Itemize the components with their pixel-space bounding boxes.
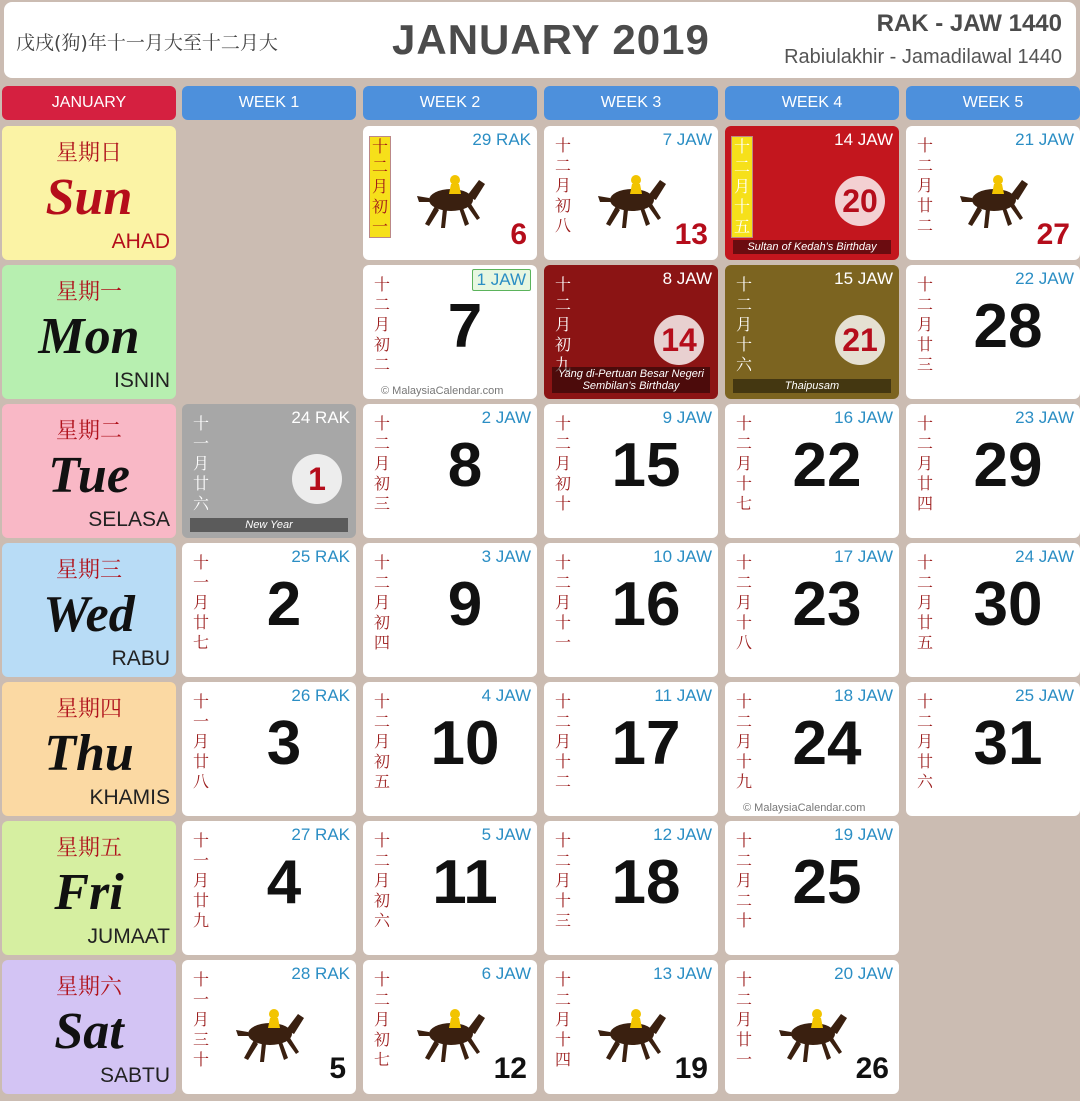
day-english-label: Thu: [44, 725, 134, 782]
calendar-day-cell[interactable]: [906, 543, 1080, 677]
day-english-label: Fri: [54, 864, 124, 921]
date-number: 6: [510, 218, 527, 251]
date-number: 8: [447, 431, 483, 500]
lunar-date-label: 十二月廿一: [735, 970, 752, 1069]
week-bar-1: WEEK 1: [182, 86, 356, 120]
hijri-date-label: 9 JAW: [662, 408, 712, 427]
day-header-sun: [2, 126, 176, 260]
day-chinese-label: 星期一: [55, 280, 122, 305]
date-number: 10: [430, 709, 500, 778]
hijri-date-label: 21 JAW: [1015, 130, 1074, 149]
page-title: JANUARY 2019: [392, 16, 710, 63]
hijri-date-label: 12 JAW: [653, 825, 712, 844]
day-header-wed: [2, 543, 176, 677]
calendar-day-cell[interactable]: [363, 404, 537, 538]
lunar-date-label: 十一月廿七: [192, 553, 209, 652]
hijri-short-label: RAK - JAW 1440: [876, 10, 1062, 37]
lunar-date-label: 十二月十二: [554, 692, 571, 791]
racehorse-icon: [230, 990, 310, 1070]
racehorse-icon: [773, 990, 853, 1070]
day-malay-label: ISNIN: [113, 369, 170, 392]
hijri-date-label: 22 JAW: [1015, 269, 1074, 288]
date-number: 3: [266, 709, 302, 778]
lunar-date-label: 十一月廿九: [192, 831, 209, 930]
day-chinese-label: 星期四: [55, 697, 122, 722]
day-header-tue: [2, 404, 176, 538]
hijri-date-label: 5 JAW: [481, 825, 531, 844]
racehorse-icon: [592, 990, 672, 1070]
hijri-date-label: 26 RAK: [291, 686, 350, 705]
day-english-label: Mon: [38, 308, 140, 365]
hijri-date-label: 7 JAW: [662, 130, 712, 149]
calendar-day-cell[interactable]: [725, 265, 899, 399]
date-number: 11: [432, 848, 498, 917]
calendar-day-cell[interactable]: [363, 265, 537, 399]
holiday-date-badge: 1: [292, 454, 342, 504]
date-number: 22: [792, 431, 862, 500]
day-malay-label: KHAMIS: [89, 786, 170, 809]
hijri-full-label: Rabiulakhir - Jamadilawal 1440: [784, 46, 1062, 68]
month-label-bar: JANUARY: [2, 86, 176, 120]
day-malay-label: AHAD: [111, 230, 170, 253]
hijri-date-label: 24 RAK: [291, 408, 350, 427]
date-number: 16: [611, 570, 681, 639]
day-english-label: Sun: [45, 169, 133, 226]
holiday-caption: Yang di-Pertuan Besar Negeri Sembilan's Birthday: [552, 367, 710, 393]
day-chinese-label: 星期五: [55, 836, 122, 861]
calendar-day-cell[interactable]: [182, 404, 356, 538]
calendar-day-cell[interactable]: [544, 543, 718, 677]
hijri-date-label: 8 JAW: [662, 269, 712, 288]
hijri-date-label: 18 JAW: [834, 686, 893, 705]
hijri-date-label: 16 JAW: [834, 408, 893, 427]
lunar-date-label: 十二月初一: [369, 136, 391, 238]
week-bar-4: WEEK 4: [725, 86, 899, 120]
day-chinese-label: 星期六: [55, 975, 122, 1000]
calendar-day-cell[interactable]: [725, 821, 899, 955]
calendar-day-cell[interactable]: [725, 404, 899, 538]
hijri-date-label: 19 JAW: [834, 825, 893, 844]
calendar-day-cell[interactable]: [725, 543, 899, 677]
hijri-date-label: 1 JAW: [472, 269, 531, 291]
date-number: 23: [792, 570, 862, 639]
day-header-thu: [2, 682, 176, 816]
hijri-date-label: 29 RAK: [472, 130, 531, 149]
calendar-day-cell[interactable]: [363, 543, 537, 677]
date-number: 26: [855, 1052, 889, 1085]
date-number: 25: [792, 848, 862, 917]
day-english-label: Wed: [43, 586, 135, 643]
hijri-date-label: 2 JAW: [481, 408, 531, 427]
day-chinese-label: 星期二: [55, 419, 122, 444]
date-number: 28: [973, 292, 1043, 361]
hijri-date-label: 27 RAK: [291, 825, 350, 844]
lunar-date-label: 十二月十一: [554, 553, 571, 652]
calendar-day-cell[interactable]: [182, 821, 356, 955]
calendar-day-cell[interactable]: [182, 543, 356, 677]
date-number: 24: [792, 709, 862, 778]
racehorse-icon: [592, 156, 672, 236]
lunar-date-label: 十一月廿六: [192, 414, 209, 513]
calendar-day-cell[interactable]: [363, 821, 537, 955]
racehorse-icon: [411, 990, 491, 1070]
holiday-caption: Sultan of Kedah's Birthday: [733, 240, 891, 254]
calendar-day-cell[interactable]: [906, 265, 1080, 399]
date-number: 18: [611, 848, 681, 917]
hijri-date-label: 6 JAW: [481, 964, 531, 983]
lunar-date-label: 十二月初六: [373, 831, 390, 930]
date-number: 5: [329, 1052, 346, 1085]
week-bar-3: WEEK 3: [544, 86, 718, 120]
calendar-day-cell[interactable]: [544, 821, 718, 955]
date-number: 9: [447, 570, 483, 639]
calendar-day-cell[interactable]: [182, 960, 356, 1094]
lunar-date-label: 十二月十九: [735, 692, 752, 791]
calendar-day-cell[interactable]: [544, 960, 718, 1094]
hijri-date-label: 23 JAW: [1015, 408, 1074, 427]
day-english-label: Tue: [48, 447, 130, 504]
date-number: 7: [447, 292, 483, 361]
hijri-date-label: 11 JAW: [654, 686, 712, 705]
calendar-day-cell[interactable]: [544, 682, 718, 816]
racehorse-icon: [954, 156, 1034, 236]
lunar-date-label: 十二月初七: [373, 970, 390, 1069]
lunar-date-label: 十二月廿三: [916, 275, 933, 374]
date-number: 29: [973, 431, 1043, 500]
lunar-date-label: 十二月十八: [735, 553, 752, 652]
lunar-date-label: 十二月十五: [731, 136, 753, 238]
lunar-date-label: 十二月初三: [373, 414, 390, 513]
calendar-day-cell[interactable]: [544, 126, 718, 260]
holiday-date-badge: 14: [654, 315, 704, 365]
date-number: 30: [973, 570, 1043, 639]
calendar-day-cell[interactable]: [906, 682, 1080, 816]
date-number: 12: [493, 1052, 527, 1085]
week-bar-5: WEEK 5: [906, 86, 1080, 120]
hijri-date-label: 24 JAW: [1015, 547, 1074, 566]
hijri-date-label: 3 JAW: [481, 547, 531, 566]
hijri-date-label: 10 JAW: [653, 547, 712, 566]
calendar-day-cell[interactable]: [906, 126, 1080, 260]
hijri-date-label: 28 RAK: [291, 964, 350, 983]
lunar-date-label: 十二月初五: [373, 692, 390, 791]
day-malay-label: RABU: [111, 647, 170, 670]
holiday-caption: Thaipusam: [733, 379, 891, 393]
calendar-day-cell[interactable]: [906, 404, 1080, 538]
hijri-date-label: 4 JAW: [481, 686, 531, 705]
lunar-date-label: 十二月廿六: [916, 692, 933, 791]
week-bar-2: WEEK 2: [363, 86, 537, 120]
racehorse-icon: [411, 156, 491, 236]
day-malay-label: JUMAAT: [87, 925, 170, 948]
hijri-date-label: 15 JAW: [834, 269, 893, 288]
holiday-date-badge: 20: [835, 176, 885, 226]
lunar-date-label: 十二月十三: [554, 831, 571, 930]
day-malay-label: SELASA: [88, 508, 170, 531]
calendar-day-cell[interactable]: [363, 682, 537, 816]
watermark-label: © MalaysiaCalendar.com: [381, 385, 504, 397]
hijri-date-label: 25 RAK: [291, 547, 350, 566]
watermark-label: © MalaysiaCalendar.com: [743, 802, 866, 814]
lunar-date-label: 十二月二十: [735, 831, 752, 930]
day-chinese-label: 星期三: [55, 558, 122, 583]
lunar-date-label: 十二月初二: [373, 275, 390, 374]
lunar-date-label: 十二月初十: [554, 414, 571, 513]
day-chinese-label: 星期日: [55, 141, 122, 166]
date-number: 4: [266, 848, 302, 917]
hijri-date-label: 20 JAW: [834, 964, 893, 983]
lunar-date-label: 十一月三十: [192, 970, 209, 1069]
hijri-date-label: 13 JAW: [653, 964, 712, 983]
calendar-header: [4, 2, 1076, 78]
day-header-fri: [2, 821, 176, 955]
day-header-mon: [2, 265, 176, 399]
lunar-date-label: 十二月廿二: [916, 136, 933, 235]
holiday-date-badge: 21: [835, 315, 885, 365]
hijri-date-label: 17 JAW: [834, 547, 893, 566]
lunar-date-label: 十二月廿四: [916, 414, 933, 513]
date-number: 17: [611, 709, 681, 778]
calendar-day-cell[interactable]: [182, 682, 356, 816]
date-number: 15: [611, 431, 681, 500]
date-number: 19: [674, 1052, 708, 1085]
lunar-date-label: 十二月初九: [554, 275, 571, 374]
holiday-caption: New Year: [190, 518, 348, 532]
calendar-day-cell[interactable]: [725, 126, 899, 260]
calendar-day-cell[interactable]: [544, 404, 718, 538]
calendar-day-cell[interactable]: [544, 265, 718, 399]
lunar-date-label: 十二月廿五: [916, 553, 933, 652]
lunar-date-label: 十一月廿八: [192, 692, 209, 791]
calendar-day-cell[interactable]: [363, 126, 537, 260]
date-number: 31: [973, 709, 1043, 778]
hijri-date-label: 25 JAW: [1015, 686, 1074, 705]
date-number: 13: [674, 218, 708, 251]
lunar-date-label: 十二月初四: [373, 553, 390, 652]
lunar-date-label: 十二月十四: [554, 970, 571, 1069]
date-number: 2: [266, 570, 302, 639]
day-malay-label: SABTU: [99, 1064, 170, 1087]
day-english-label: Sat: [54, 1003, 124, 1060]
day-header-sat: [2, 960, 176, 1094]
chinese-year-label: 戊戌(狗)年十一月大至十二月大: [16, 32, 278, 54]
date-number: 27: [1036, 218, 1070, 251]
calendar-day-cell[interactable]: [725, 960, 899, 1094]
calendar-day-cell[interactable]: [363, 960, 537, 1094]
lunar-date-label: 十二月初八: [554, 136, 571, 235]
calendar-day-cell[interactable]: [725, 682, 899, 816]
hijri-date-label: 14 JAW: [834, 130, 893, 149]
lunar-date-label: 十二月十七: [735, 414, 752, 513]
lunar-date-label: 十二月十六: [735, 275, 752, 374]
